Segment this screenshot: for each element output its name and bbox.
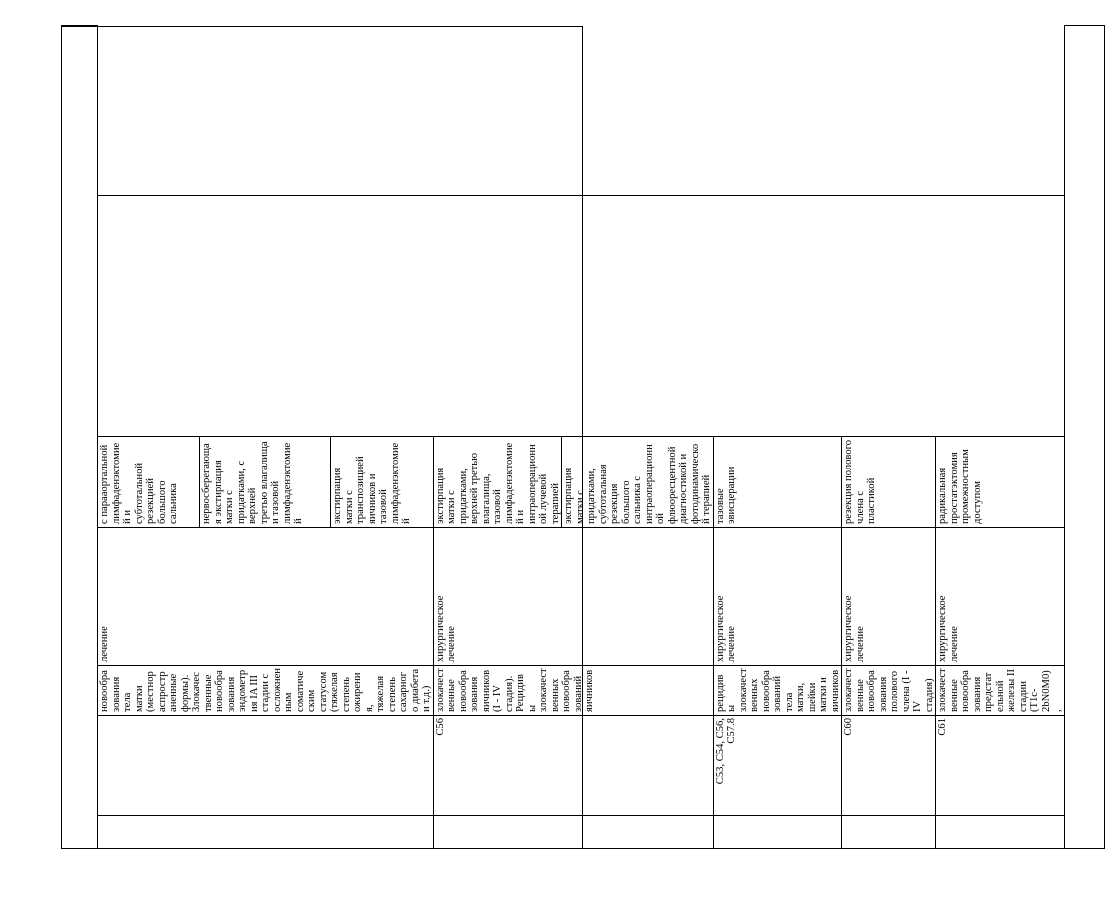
method-line: придатками, верхней третью bbox=[457, 452, 480, 524]
table-row bbox=[842, 25, 936, 848]
method-line: тазовые эвисцерации bbox=[714, 466, 737, 524]
code-cell bbox=[433, 716, 713, 816]
code-text: C61 bbox=[937, 718, 948, 736]
method-line: экстирпация матки с bbox=[434, 467, 457, 524]
method-line: резекция полового члена с bbox=[843, 439, 866, 524]
method-cell bbox=[433, 437, 562, 528]
diagnosis-line: злокачественных bbox=[538, 668, 561, 712]
method-line: придатками, субтотальная bbox=[586, 464, 609, 524]
treatment-line: хирургическое bbox=[434, 595, 446, 662]
diagnosis-line: яичников bbox=[829, 669, 841, 712]
method-line: большого сальника bbox=[156, 480, 179, 524]
method-cell bbox=[200, 437, 331, 528]
treatment-line: лечение bbox=[726, 626, 737, 662]
method-line: нервосберегающая экстирпация bbox=[201, 443, 224, 524]
diagnosis-line: стадии (T1c-2bN0M0), bbox=[1017, 670, 1063, 712]
method-line: матки с придатками, с верхней bbox=[224, 460, 259, 524]
method-line: тазовой лимфаденэктомией bbox=[378, 442, 413, 524]
method-line: с парааортальной bbox=[99, 444, 110, 524]
diagnosis-cell bbox=[98, 666, 434, 716]
diagnosis-line: новообразования тела матки bbox=[99, 670, 145, 712]
diagnosis-line: предстательной железы II bbox=[983, 668, 1017, 712]
diagnosis-line: формы). Злокачественные bbox=[179, 671, 214, 712]
code-cell bbox=[713, 716, 842, 816]
blank-cell bbox=[62, 25, 98, 848]
treatment-line: лечение bbox=[99, 626, 110, 662]
diagnosis-line: матки, шейки матки и bbox=[795, 677, 829, 712]
blank-cell bbox=[842, 816, 936, 849]
diagnosis-line: сахарного диабета и т.д.) bbox=[398, 668, 432, 712]
diagnosis-line: новообразований яичников bbox=[561, 669, 595, 712]
blank-cell bbox=[98, 196, 1065, 437]
diagnosis-line: новообразований тела bbox=[760, 670, 795, 712]
method-cell bbox=[562, 437, 714, 528]
method-cell bbox=[331, 437, 433, 528]
table-row bbox=[433, 25, 562, 848]
treatment-cell bbox=[98, 528, 434, 666]
method-line: экстирпация матки с bbox=[563, 467, 586, 524]
diagnosis-line: осложненным соматическим bbox=[271, 668, 317, 712]
diagnosis-line: рецидивы злокачественных bbox=[714, 668, 760, 712]
blank-cell bbox=[713, 816, 842, 849]
rotated-table-container bbox=[61, 26, 1063, 849]
method-cell bbox=[98, 437, 200, 528]
diagnosis-line: новообразования полового bbox=[866, 670, 900, 712]
method-line: лимфаденэктомией и bbox=[503, 442, 526, 524]
diagnosis-line: члена (I - IV стадия) bbox=[900, 670, 935, 712]
diagnosis-line: новообразования bbox=[214, 670, 237, 712]
table-row bbox=[936, 25, 1065, 848]
treatment-line: хирургическое bbox=[714, 595, 726, 662]
diagnosis-line: злокачественные bbox=[843, 668, 866, 712]
code-text: C53, C54, C56, C57.8 bbox=[714, 718, 737, 785]
diagnosis-line: статусом (тяжелая степень bbox=[317, 671, 352, 712]
diagnosis-cell bbox=[713, 666, 842, 716]
code-cell bbox=[98, 716, 434, 816]
method-line: терапией bbox=[549, 483, 561, 524]
blank-cell bbox=[936, 816, 1065, 849]
diagnosis-line: (I - IV стадия). Рецидивы bbox=[492, 674, 538, 712]
method-line: интраоперационной лучевой bbox=[526, 444, 549, 524]
blank-cell bbox=[98, 816, 434, 849]
treatment-line: хирургическое bbox=[937, 595, 948, 662]
blank-cell bbox=[433, 816, 713, 849]
treatment-table bbox=[61, 25, 1105, 849]
treatment-line: лечение bbox=[446, 626, 457, 662]
table-row bbox=[98, 25, 200, 848]
method-line: субтотальной резекцией bbox=[133, 462, 156, 524]
method-cell bbox=[713, 437, 842, 528]
method-line: промежностным доступом bbox=[960, 449, 983, 524]
code-text: C60 bbox=[843, 718, 854, 736]
code-cell bbox=[936, 716, 1065, 816]
method-line: лимфаденэктомией и bbox=[110, 442, 133, 524]
diagnosis-line: новообразования bbox=[960, 670, 983, 712]
diagnosis-cell bbox=[936, 666, 1065, 716]
treatment-cell bbox=[842, 528, 936, 666]
method-line: резекция большого сальника с bbox=[609, 475, 643, 524]
method-cell bbox=[842, 437, 936, 528]
treatment-line: хирургическое bbox=[843, 595, 854, 662]
method-line: лимфаденэктомией bbox=[281, 442, 305, 524]
treatment-cell bbox=[433, 528, 713, 666]
treatment-line: лечение bbox=[854, 626, 866, 662]
method-line: экстирпация матки с bbox=[332, 467, 355, 524]
method-line: флюоресцентной диагностикой и bbox=[666, 446, 689, 524]
method-line: транспозицией яичников и bbox=[355, 456, 378, 524]
method-line: третью влагалища и тазовой bbox=[258, 441, 282, 524]
diagnosis-line: (местнораспространенные bbox=[145, 671, 179, 712]
code-text: C56 bbox=[434, 718, 446, 736]
method-cell bbox=[936, 437, 1065, 528]
table-row-blank-bottom bbox=[1064, 25, 1104, 848]
code-cell bbox=[842, 716, 936, 816]
method-line: интраоперационной bbox=[643, 444, 666, 524]
method-line: влагалища, тазовой bbox=[480, 473, 503, 524]
diagnosis-cell bbox=[433, 666, 713, 716]
diagnosis-line: злокачественные bbox=[937, 668, 960, 712]
table-row bbox=[713, 25, 842, 848]
table-row-blank-top bbox=[62, 25, 98, 848]
method-line: пластикой bbox=[866, 477, 877, 524]
treatment-cell bbox=[936, 528, 1065, 666]
diagnosis-line: эндометрия IA III стадии с bbox=[237, 669, 271, 712]
treatment-cell bbox=[713, 528, 842, 666]
diagnosis-line: новообразования яичников bbox=[457, 669, 492, 712]
diagnosis-cell bbox=[842, 666, 936, 716]
blank-cell bbox=[1064, 25, 1104, 848]
diagnosis-line: злокачественные bbox=[434, 668, 457, 712]
table-body bbox=[62, 25, 1105, 848]
method-line: радикальная простатэктомия bbox=[937, 452, 960, 524]
treatment-line: лечение bbox=[948, 626, 960, 662]
method-line: фотодинамической терапией bbox=[689, 443, 712, 524]
diagnosis-line: ожирения, тяжелая степень bbox=[352, 672, 398, 712]
